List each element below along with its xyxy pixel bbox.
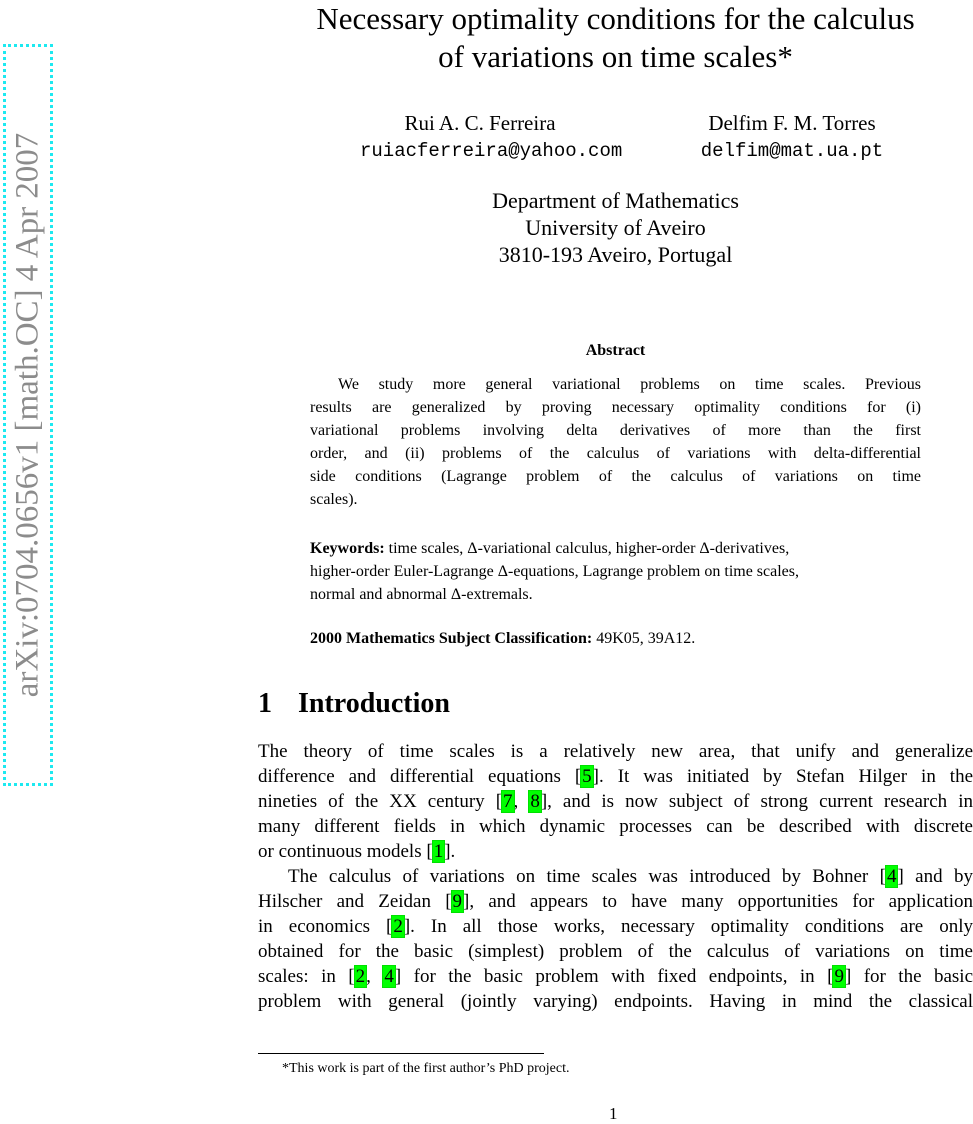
footnote-rule xyxy=(258,1053,544,1054)
section-number: 1 xyxy=(258,688,272,719)
author-2 xyxy=(672,111,912,162)
text-segment: ] for the basic xyxy=(844,966,973,987)
body-line xyxy=(258,891,973,913)
affiliation-line: 3810-193 Aveiro, Portugal xyxy=(498,242,733,267)
author-email[interactable]: ruiacferreira@yahoo.com xyxy=(360,140,623,162)
citation-link[interactable]: 4 xyxy=(886,866,897,887)
body-line xyxy=(258,916,973,938)
title-line: of variations on time scales* xyxy=(438,39,793,74)
text-segment: , xyxy=(366,966,384,987)
citation-link[interactable]: 7 xyxy=(503,791,513,812)
text-segment: , xyxy=(513,791,530,812)
citation-link[interactable]: 8 xyxy=(530,791,540,812)
body-line xyxy=(258,816,973,838)
text-segment: ]. In all those works, necessary optimality conditions are only xyxy=(403,916,973,937)
section-title: Introduction xyxy=(298,688,450,719)
text-segment: ] for the basic problem with fixed endpoints, in [ xyxy=(394,966,834,987)
body-line xyxy=(258,966,973,988)
abstract-line: results are generalized by proving necessary optimality conditions for (i) xyxy=(310,399,921,416)
citation-link[interactable]: 2 xyxy=(393,916,403,937)
author-name: Rui A. C. Ferreira xyxy=(404,111,556,135)
affiliation-line: Department of Mathematics xyxy=(492,188,739,213)
title-line: Necessary optimality conditions for the calculus xyxy=(316,1,915,36)
body-line xyxy=(288,866,973,888)
text-segment: problem with general (jointly varying) endpoints. Having in mind the classical xyxy=(258,991,973,1012)
paper-title xyxy=(258,0,973,76)
affiliation-line: University of Aveiro xyxy=(525,215,706,240)
citation-link[interactable]: 4 xyxy=(384,966,394,987)
abstract-line: scales). xyxy=(310,491,358,508)
footnote: *This work is part of the first author’s PhD project. xyxy=(282,1061,570,1076)
text-segment: The calculus of variations on time scales was introduced by Bohner [ xyxy=(288,866,886,887)
page-number: 1 xyxy=(609,1104,618,1123)
text-segment: nineties of the XX century [ xyxy=(258,791,503,812)
text-segment: Hilscher and Zeidan [ xyxy=(258,891,452,912)
keywords-label: Keywords: xyxy=(310,540,385,557)
abstract-line: side conditions (Lagrange problem of the calculus of variations on time xyxy=(310,468,921,485)
citation-link[interactable]: 9 xyxy=(834,966,844,987)
body-line xyxy=(258,766,973,788)
text-segment: ]. xyxy=(444,841,456,862)
text-segment: ], and is now subject of strong current research in xyxy=(540,791,973,812)
text-segment: ], and appears to have many opportunities for application xyxy=(463,891,973,912)
citation-link[interactable]: 2 xyxy=(355,966,366,987)
text-segment: difference and differential equations [ xyxy=(258,766,582,787)
keywords-text: higher-order Euler-Lagrange Δ-equations, Lagrange problem on time scales, xyxy=(310,563,800,580)
body-line xyxy=(258,741,973,763)
abstract-line: We study more general variational problems on time scales. Previous xyxy=(338,376,921,393)
text-segment: ]. It was initiated by Stefan Hilger in the xyxy=(592,766,973,787)
author-email[interactable]: delfim@mat.ua.pt xyxy=(700,140,884,162)
body-line xyxy=(258,841,973,863)
text-segment: The theory of time scales is a relatively new area, that unify and generalize xyxy=(258,741,973,762)
section-heading xyxy=(258,688,450,720)
citation-link[interactable]: 9 xyxy=(452,891,463,912)
text-segment: obtained for the basic (simplest) problem of the calculus of variations on time xyxy=(258,941,973,962)
author-1 xyxy=(360,111,623,162)
text-segment: ] and by xyxy=(897,866,973,887)
msc-label: 2000 Mathematics Subject Classification: xyxy=(310,630,593,647)
citation-link[interactable]: 5 xyxy=(582,766,592,787)
abstract-line: variational problems involving delta derivatives of more than the first xyxy=(310,422,921,439)
body-line xyxy=(258,791,973,813)
arxiv-id: arXiv:0704.0656v1 [math.OC] 4 Apr 2007 xyxy=(9,132,46,698)
keywords-line xyxy=(310,560,921,583)
text-segment: many different fields in which dynamic processes can be described with discrete xyxy=(258,816,973,837)
msc xyxy=(310,630,695,648)
affiliation xyxy=(458,187,773,268)
body-line xyxy=(258,941,973,963)
arxiv-stamp xyxy=(3,44,53,786)
keywords-text: normal and abnormal Δ-extremals. xyxy=(310,586,533,603)
abstract-heading: Abstract xyxy=(585,342,646,359)
keywords-text: time scales, Δ-variational calculus, higher-order Δ-derivatives, xyxy=(388,540,790,557)
keywords-line xyxy=(310,583,921,606)
body-line xyxy=(258,991,973,1013)
citation-link[interactable]: 1 xyxy=(433,841,444,862)
abstract-line: order, and (ii) problems of the calculus of variations with delta-differential xyxy=(310,445,921,462)
text-segment: in economics [ xyxy=(258,916,393,937)
keywords-line xyxy=(310,537,921,560)
text-segment: or continuous models [ xyxy=(258,841,433,862)
msc-value: 49K05, 39A12. xyxy=(596,630,696,647)
text-segment: scales: in [ xyxy=(258,966,355,987)
author-name: Delfim F. M. Torres xyxy=(708,111,876,135)
